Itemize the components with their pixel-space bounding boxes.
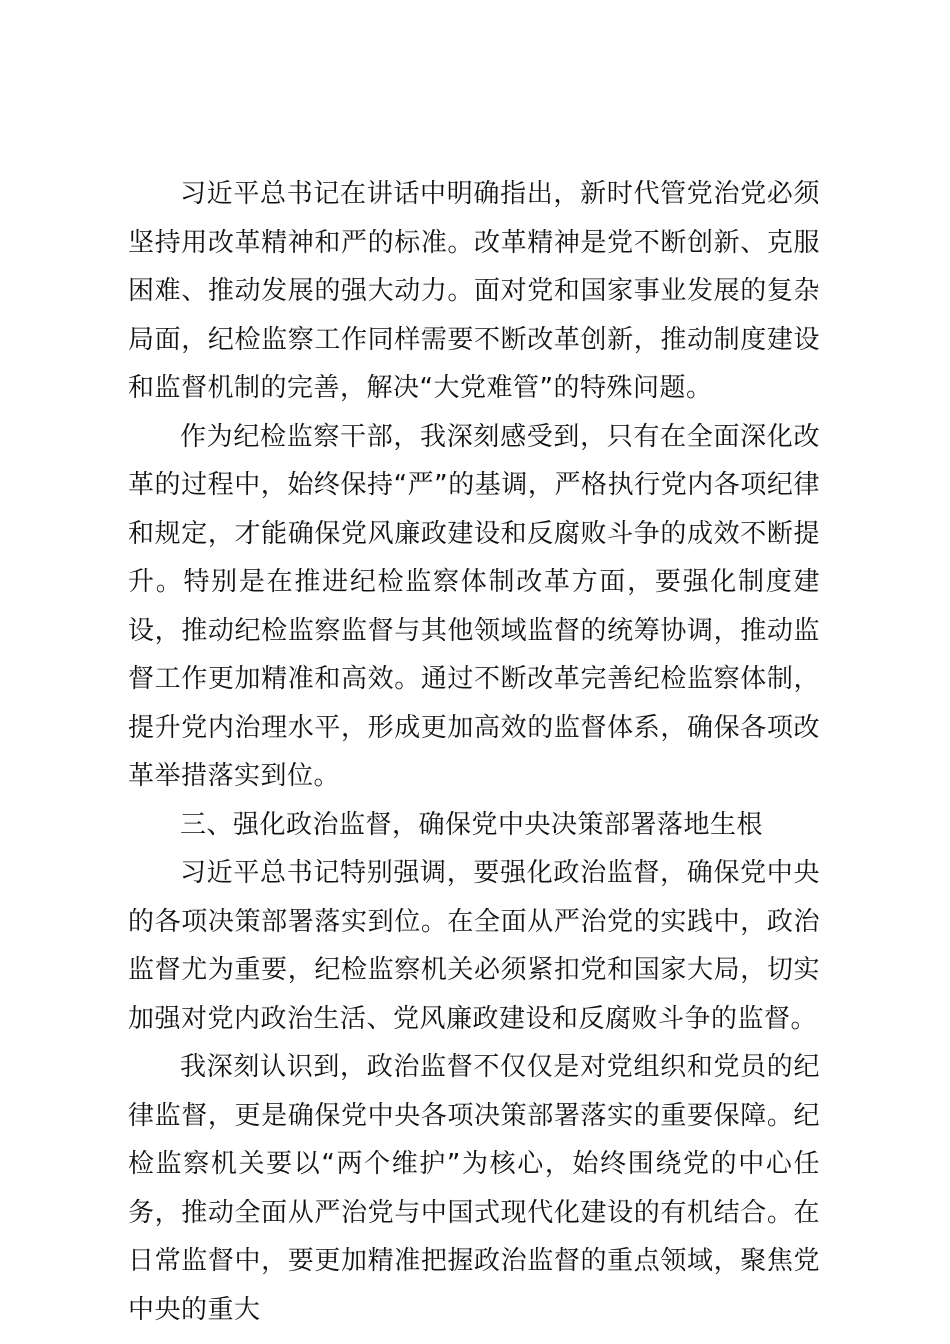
paragraph-deep-understanding: 我深刻认识到，政治监督不仅仅是对党组织和党员的纪律监督，更是确保党中央各项决策部署落实的重要保障。纪检监察机关要以“两个维护”为核心，始终围绕党的中心任务，推动全面从严治党与中国式现代化建设的有机结合。在日常监督中，要更加精准把握政治监督的重点领域，聚焦党中央的重大 — [128, 1052, 820, 1325]
paragraph-reform-spirit: 习近平总书记在讲话中明确指出，新时代管党治党必须坚持用改革精神和严的标准。改革精神是党不断创新、克服困难、推动发展的强大动力。面对党和国家事业发展的复杂局面，纪检监察工作同样需要不断改革创新，推动制度建设和监督机制的完善，解决“大党难管”的特殊问题。 — [128, 179, 820, 403]
section-heading: 三、强化政治监督，确保党中央决策部署落地生根 — [180, 809, 764, 840]
document-body — [128, 170, 820, 1334]
paragraph-political-supervision: 习近平总书记特别强调，要强化政治监督，确保党中央的各项决策部署落实到位。在全面从严治党的实践中，政治监督尤为重要，纪检监察机关必须紧扣党和国家大局，切实加强对党内政治生活、党风廉政建设和反腐败斗争的监督。 — [128, 858, 820, 1034]
paragraph-strict-tone: 作为纪检监察干部，我深刻感受到，只有在全面深化改革的过程中，始终保持“严”的基调，严格执行党内各项纪律和规定，才能确保党风廉政建设和反腐败斗争的成效不断提升。特别是在推进纪检监察体制改革方面，要强化制度建设，推动纪检监察监督与其他领域监督的统筹协调，推动监督工作更加精准和高效。通过不断改革完善纪检监察体制，提升党内治理水平，形成更加高效的监督体系，确保各项改革举措落实到位。 — [128, 421, 820, 791]
